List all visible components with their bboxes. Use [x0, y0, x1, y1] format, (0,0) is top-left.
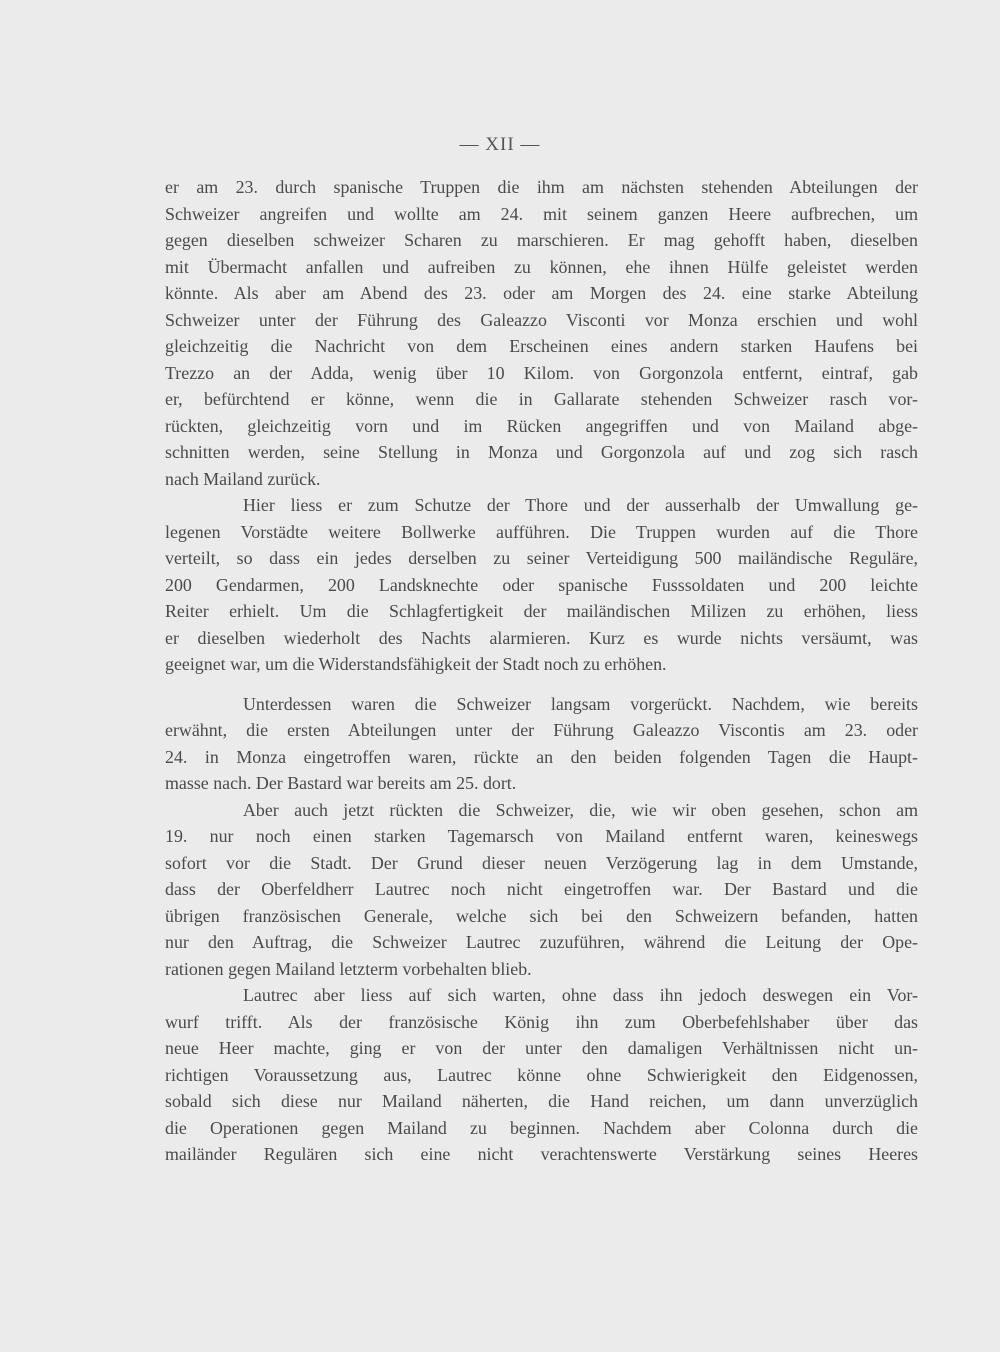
text-line: rückten, gleichzeitig vorn und im Rücken angegriffen und von Mailand abge- — [165, 415, 918, 436]
text-line: schnitten werden, seine Stellung in Monza und Gorgonzola auf und zog sich rasch — [165, 442, 918, 462]
text-line: gleichzeitig die Nachricht von dem Erscheinen eines andern starken Haufens bei — [165, 336, 918, 356]
section-gap — [165, 678, 918, 691]
paragraph — [165, 982, 918, 1168]
text-line: 24. in Monza eingetroffen waren, rückte an den beiden folgenden Tagen die Haupt- — [165, 746, 918, 767]
text-line: wurf trifft. Als der französische König ihn zum Oberbefehlshaber über das — [165, 1011, 918, 1032]
text-line: die Operationen gegen Mailand zu beginnen. Nachdem aber Colonna durch die — [165, 1117, 918, 1138]
text-line: könnte. Als aber am Abend des 23. oder am Morgen des 24. eine starke Abteilung — [165, 283, 918, 303]
text-line: sofort vor die Stadt. Der Grund dieser neuen Verzögerung lag in dem Umstande, — [165, 852, 918, 873]
text-line: er, befürchtend er könne, wenn die in Gallarate stehenden Schweizer rasch vor- — [165, 389, 918, 409]
text-line: masse nach. Der Bastard war bereits am 25. dort. — [165, 773, 517, 793]
paragraph — [165, 797, 918, 983]
page-number-header: — XII — — [459, 134, 541, 155]
text-line: 200 Gendarmen, 200 Landsknechte oder spanische Fusssoldaten und 200 leichte — [165, 574, 918, 595]
text-line: Unterdessen waren die Schweizer langsam vorgerückt. Nachdem, wie bereits — [243, 693, 918, 714]
paragraph — [165, 691, 918, 797]
text-line: Schweizer angreifen und wollte am 24. mit seinem ganzen Heere aufbrechen, um — [165, 203, 918, 224]
text-line: er dieselben wiederholt des Nachts alarmieren. Kurz es wurde nichts versäumt, was — [165, 627, 918, 648]
text-line: Schweizer unter der Führung des Galeazzo Visconti vor Monza erschien und wohl — [165, 309, 918, 330]
text-line: 19. nur noch einen starken Tagemarsch von Mailand entfernt waren, keineswegs — [165, 826, 918, 846]
text-line: rationen gegen Mailand letzterm vorbehalten blieb. — [165, 958, 532, 979]
text-line: übrigen französischen Generale, welche sich bei den Schweizern befanden, hatten — [165, 905, 918, 926]
text-line: richtigen Voraussetzung aus, Lautrec könne ohne Schwierigkeit den Eidgenossen, — [165, 1064, 918, 1085]
text-line: verteilt, so dass ein jedes derselben zu seiner Verteidigung 500 mailändische Reguläre, — [165, 548, 918, 568]
text-line: gegen dieselben schweizer Scharen zu marschieren. Er mag gehofft haben, dieselben — [165, 230, 918, 250]
text-line: Aber auch jetzt rückten die Schweizer, die, wie wir oben gesehen, schon am — [243, 799, 918, 820]
text-line: Reiter erhielt. Um die Schlagfertigkeit der mailändischen Milizen zu erhöhen, liess — [165, 601, 918, 621]
text-line: neue Heer machte, ging er von der unter den damaligen Verhältnissen nicht un- — [165, 1038, 918, 1058]
text-line: mailänder Regulären sich eine nicht verachtenswerte Verstärkung seines Heeres — [165, 1144, 918, 1164]
text-line: nach Mailand zurück. — [165, 468, 321, 489]
text-line: Trezzo an der Adda, wenig über 10 Kilom. von Gorgonzola entfernt, eintraf, gab — [165, 362, 918, 383]
paragraph — [165, 492, 918, 678]
text-line: er am 23. durch spanische Truppen die ihm am nächsten stehenden Abteilungen der — [165, 177, 918, 197]
text-line: nur den Auftrag, die Schweizer Lautrec zuzuführen, während die Leitung der Ope- — [165, 932, 918, 952]
text-line: mit Übermacht anfallen und aufreiben zu können, ehe ihnen Hülfe geleistet werden — [165, 256, 918, 277]
text-line: erwähnt, die ersten Abteilungen unter der Führung Galeazzo Viscontis am 23. oder — [165, 720, 918, 740]
text-line: Lautrec aber liess auf sich warten, ohne dass ihn jedoch deswegen ein Vor- — [243, 985, 918, 1005]
text-line: Hier liess er zum Schutze der Thore und der ausserhalb der Umwallung ge- — [243, 495, 918, 515]
body-text — [165, 174, 918, 1168]
text-line: sobald sich diese nur Mailand näherten, die Hand reichen, um dann unverzüglich — [165, 1091, 918, 1111]
paragraph — [165, 174, 918, 492]
text-line: legenen Vorstädte weitere Bollwerke aufführen. Die Truppen wurden auf die Thore — [165, 521, 918, 542]
text-line: geeignet war, um die Widerstandsfähigkeit der Stadt noch zu erhöhen. — [165, 654, 667, 674]
text-line: dass der Oberfeldherr Lautrec noch nicht eingetroffen war. Der Bastard und die — [165, 879, 918, 899]
